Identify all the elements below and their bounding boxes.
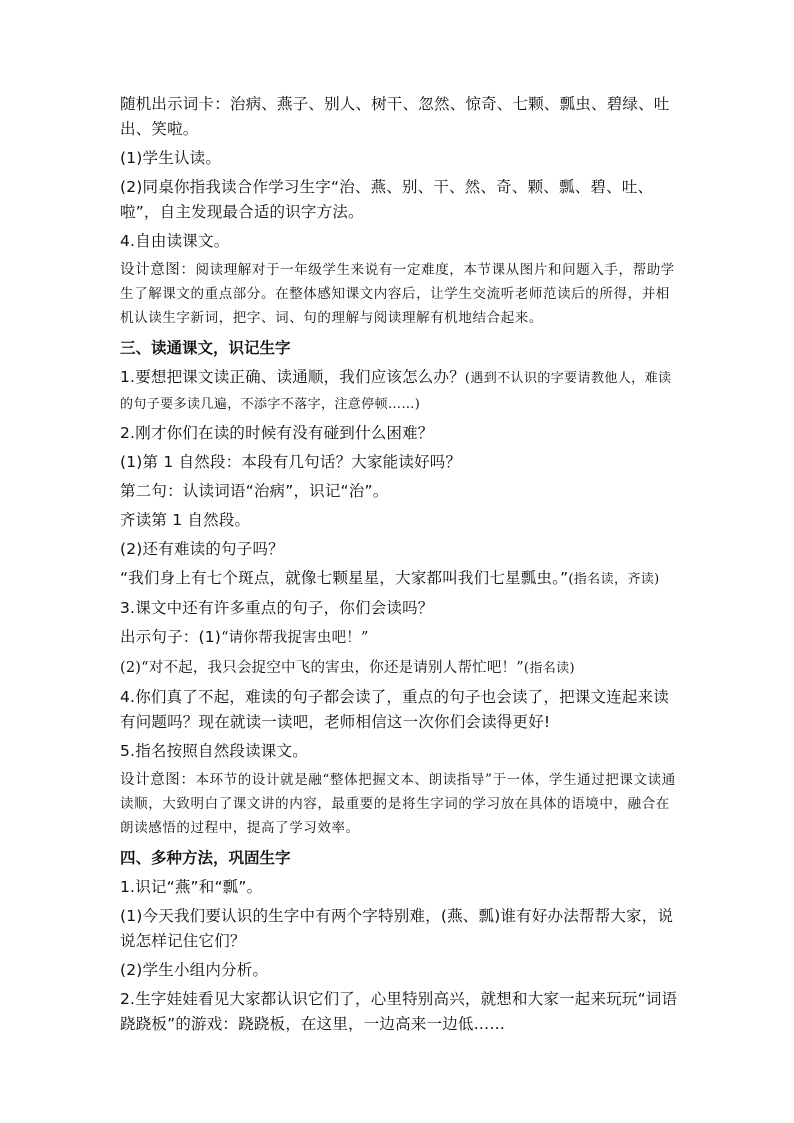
section-4-heading: 四、多种方法，巩固生字 <box>120 849 291 867</box>
question-3: 3.课文中还有许多重点的句子，你们会读吗？ <box>120 599 434 617</box>
design-intent-text: 阅读理解对于一年级学生来说有一定难度，本节课从图片和问题入手，帮助学生了解课文的重点部分。在整体感知课文内容后，让学生交流听老师范读后的所得，并相机认读生字新词，把字、词、句的理解与阅读理解有机地结合起来。 <box>120 262 675 326</box>
design-intent-text: 本环节的设计就是融“整体把握文本、朗读指导”于一体，学生通过把课文读通读顺，大致明白了课文讲的内容，最重要的是将生字词的学习放在具体的语境中，融合在朗读感悟的过程中，提高了学习效率。 <box>120 772 676 836</box>
section-4-item-1-1: (1)今天我们要认识的生字中有两个字特别难，(燕、瓢)谁有好办法帮帮大家，说说怎样记住它们？ <box>120 907 674 950</box>
design-intent-label: 设计意图： <box>120 262 196 278</box>
question-5: 5.指名按照自然段读课文。 <box>120 742 308 760</box>
quote-2-note: (指名读) <box>523 661 576 676</box>
question-2-1a: 第二句：认读词语“治病”，识记“治”。 <box>120 482 389 500</box>
question-2-2: (2)还有难读的句子吗？ <box>120 540 284 558</box>
document-page <box>120 92 678 1041</box>
quote-text: “我们身上有七个斑点，就像七颗星星，大家都叫我们七星瓢虫。” <box>120 569 569 587</box>
step-4-paragraph: 4.自由读课文。 <box>120 232 230 250</box>
step-2-paragraph: (2)同桌你指我读合作学习生字“治、燕、别、干、然、奇、颗、瓢、碧、吐、啦”，自主发现最合适的识字方法。 <box>120 178 654 221</box>
design-intent-note-1 <box>120 258 678 330</box>
word-cards-paragraph: 随机出示词卡：治病、燕子、别人、树干、忽然、惊奇、七颗、瓢虫、碧绿、吐出、笑啦。 <box>120 95 670 138</box>
design-intent-note-2 <box>120 768 678 840</box>
question-3-2 <box>120 655 678 681</box>
show-quote: “请你帮我捉害虫吧！” <box>221 630 369 646</box>
question-1 <box>120 365 678 417</box>
section-3-heading: 三、读通课文，识记生字 <box>120 339 291 357</box>
question-1-note: (遇到不认识的字要请教他人，难读的句子要多读几遍，不添字不落字，注意停顿……) <box>120 371 672 412</box>
step-1-paragraph: (1)学生认读。 <box>120 149 222 167</box>
question-3-show <box>120 625 678 651</box>
section-4-item-1: 1.识记“燕”和“瓢”。 <box>120 878 263 896</box>
quote-2: (2)“对不起，我只会捉空中飞的害虫，你还是请别人帮忙吧！” <box>120 660 524 676</box>
question-2-1: (1)第 1 自然段：本段有几句话？大家能读好吗？ <box>120 453 462 471</box>
section-4-item-2: 2.生字娃娃看见大家都认识它们了，心里特别高兴，就想和大家一起来玩玩“词语跷跷板”的游戏：跷跷板，在这里，一边高来一边低…… <box>120 990 678 1033</box>
question-2: 2.刚才你们在读的时候有没有碰到什么困难？ <box>120 424 434 442</box>
quote-note: (指名读，齐读) <box>568 572 660 587</box>
question-4: 4.你们真了不起，难读的句子都会读了，重点的句子也会读了，把课文连起来读有问题吗？现在就读一读吧，老师相信这一次你们会读得更好! <box>120 688 669 731</box>
show-label: 出示句子：(1) <box>120 628 222 646</box>
question-2-2-quote <box>120 566 678 592</box>
design-intent-label: 设计意图： <box>120 772 196 788</box>
question-2-1b: 齐读第 1 自然段。 <box>120 511 251 529</box>
section-4-item-1-2: (2)学生小组内分析。 <box>120 961 269 979</box>
question-1-text: 1.要想把课文读正确、读通顺，我们应该怎么办？ <box>120 368 465 386</box>
